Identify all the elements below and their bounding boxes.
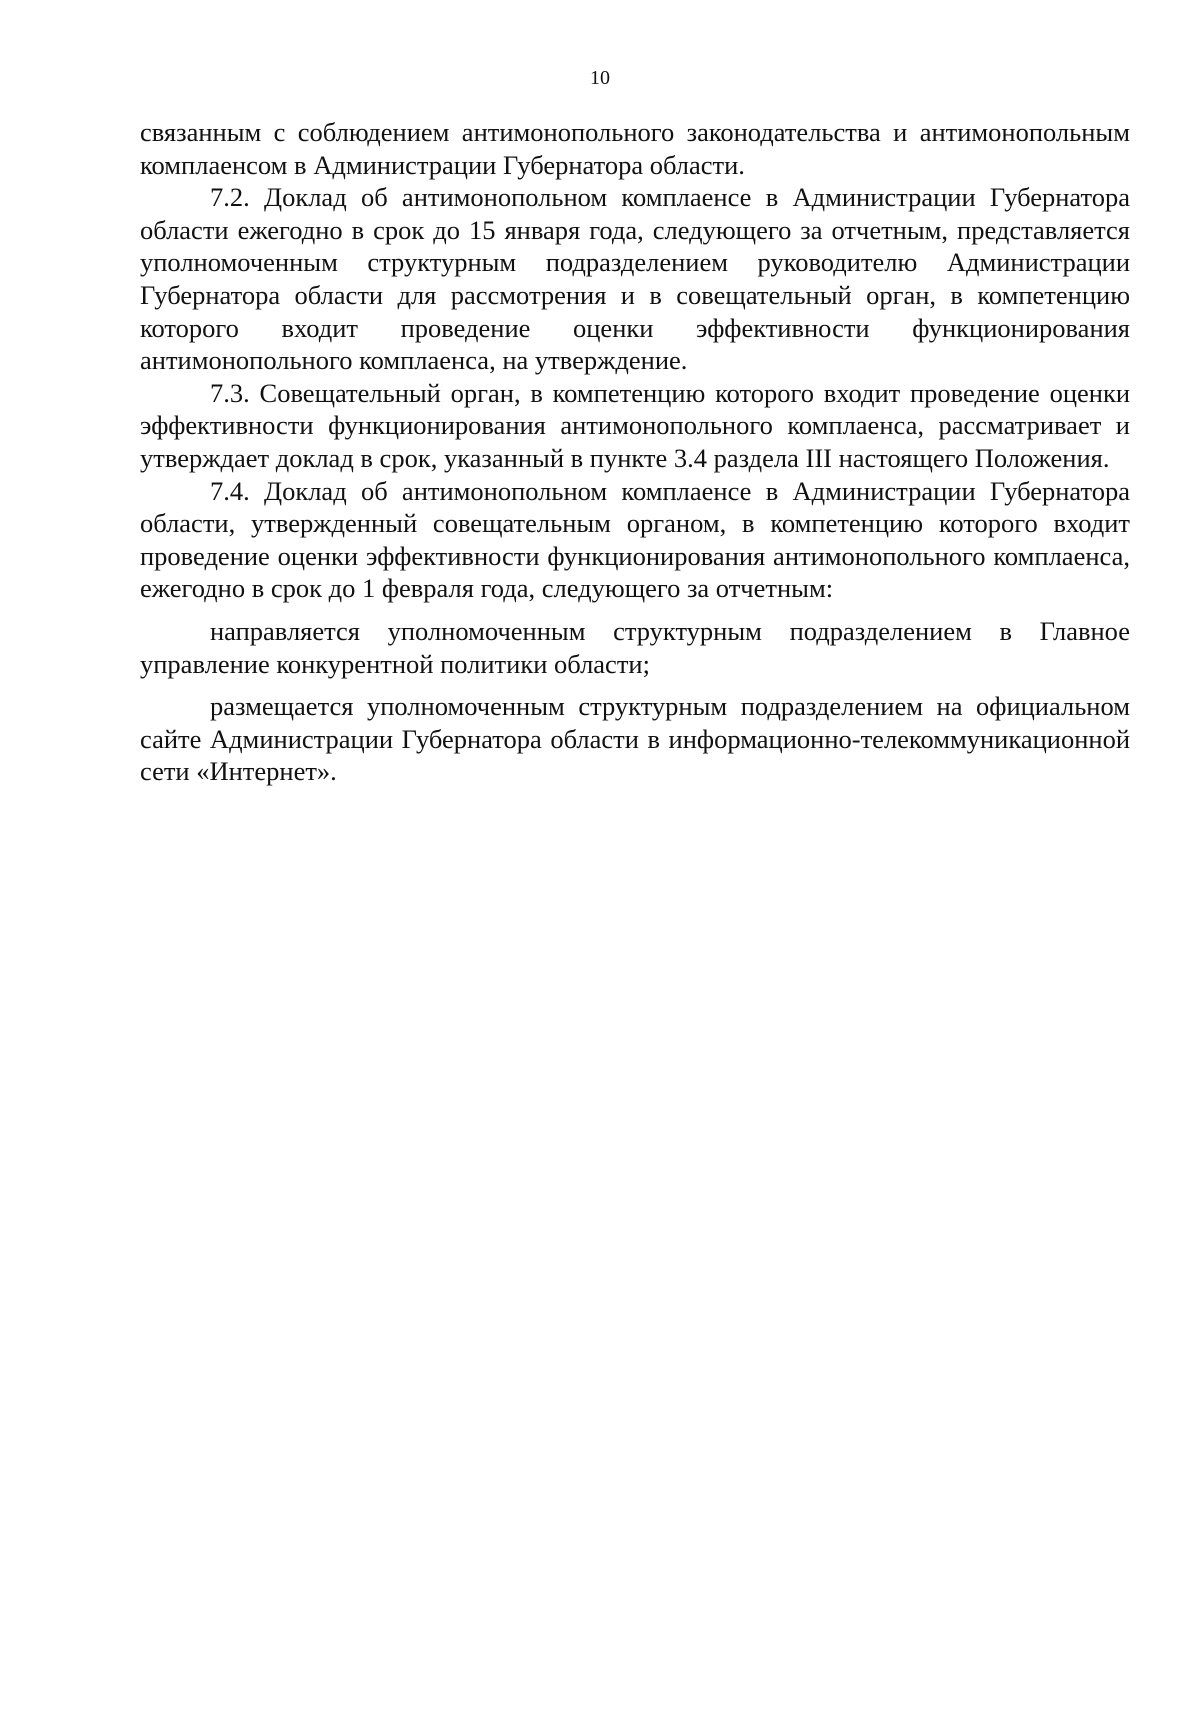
paragraph-published: размещается уполномоченным структурным подразделением на официальном сайте Администрации Губернатора области в информационно-телекоммуникационной сети «Интернет». xyxy=(140,691,1130,787)
paragraph-7-4: 7.4. Доклад об антимонопольном комплаенсе в Администрации Губернатора области, утвержденный совещательным органом, в компетенцию которого входит проведение оценки эффективности функционирования антимонопольного комплаенса, ежегодно в срок до 1 февраля года, следующего за отчетным: xyxy=(140,475,1130,604)
paragraph-directed: направляется уполномоченным структурным подразделением в Главное управление конкурентной политики области; xyxy=(140,615,1130,679)
page-number: 10 xyxy=(590,67,610,89)
paragraph-continuation: связанным с соблюдением антимонопольного законодательства и антимонопольным комплаенсом в Администрации Губернатора области. xyxy=(140,117,1130,180)
paragraph-7-2: 7.2. Доклад об антимонопольном комплаенсе в Администрации Губернатора области ежегодно в срок до 15 января года, следующего за отчетным, представляется уполномоченным структурным подразделением руководителю Администрации Губернатора области для рассмотрения и в совещательный орган, в компетенцию которого входит проведение оценки эффективности функционирования антимонопольного комплаенса, на утверждение. xyxy=(140,182,1130,376)
paragraph-7-3: 7.3. Совещательный орган, в компетенцию которого входит проведение оценки эффективности функционирования антимонопольного комплаенса, рассматривает и утверждает доклад в срок, указанный в пункте 3.4 раздела III настоящего Положения. xyxy=(140,377,1130,473)
document-body xyxy=(140,116,1130,788)
